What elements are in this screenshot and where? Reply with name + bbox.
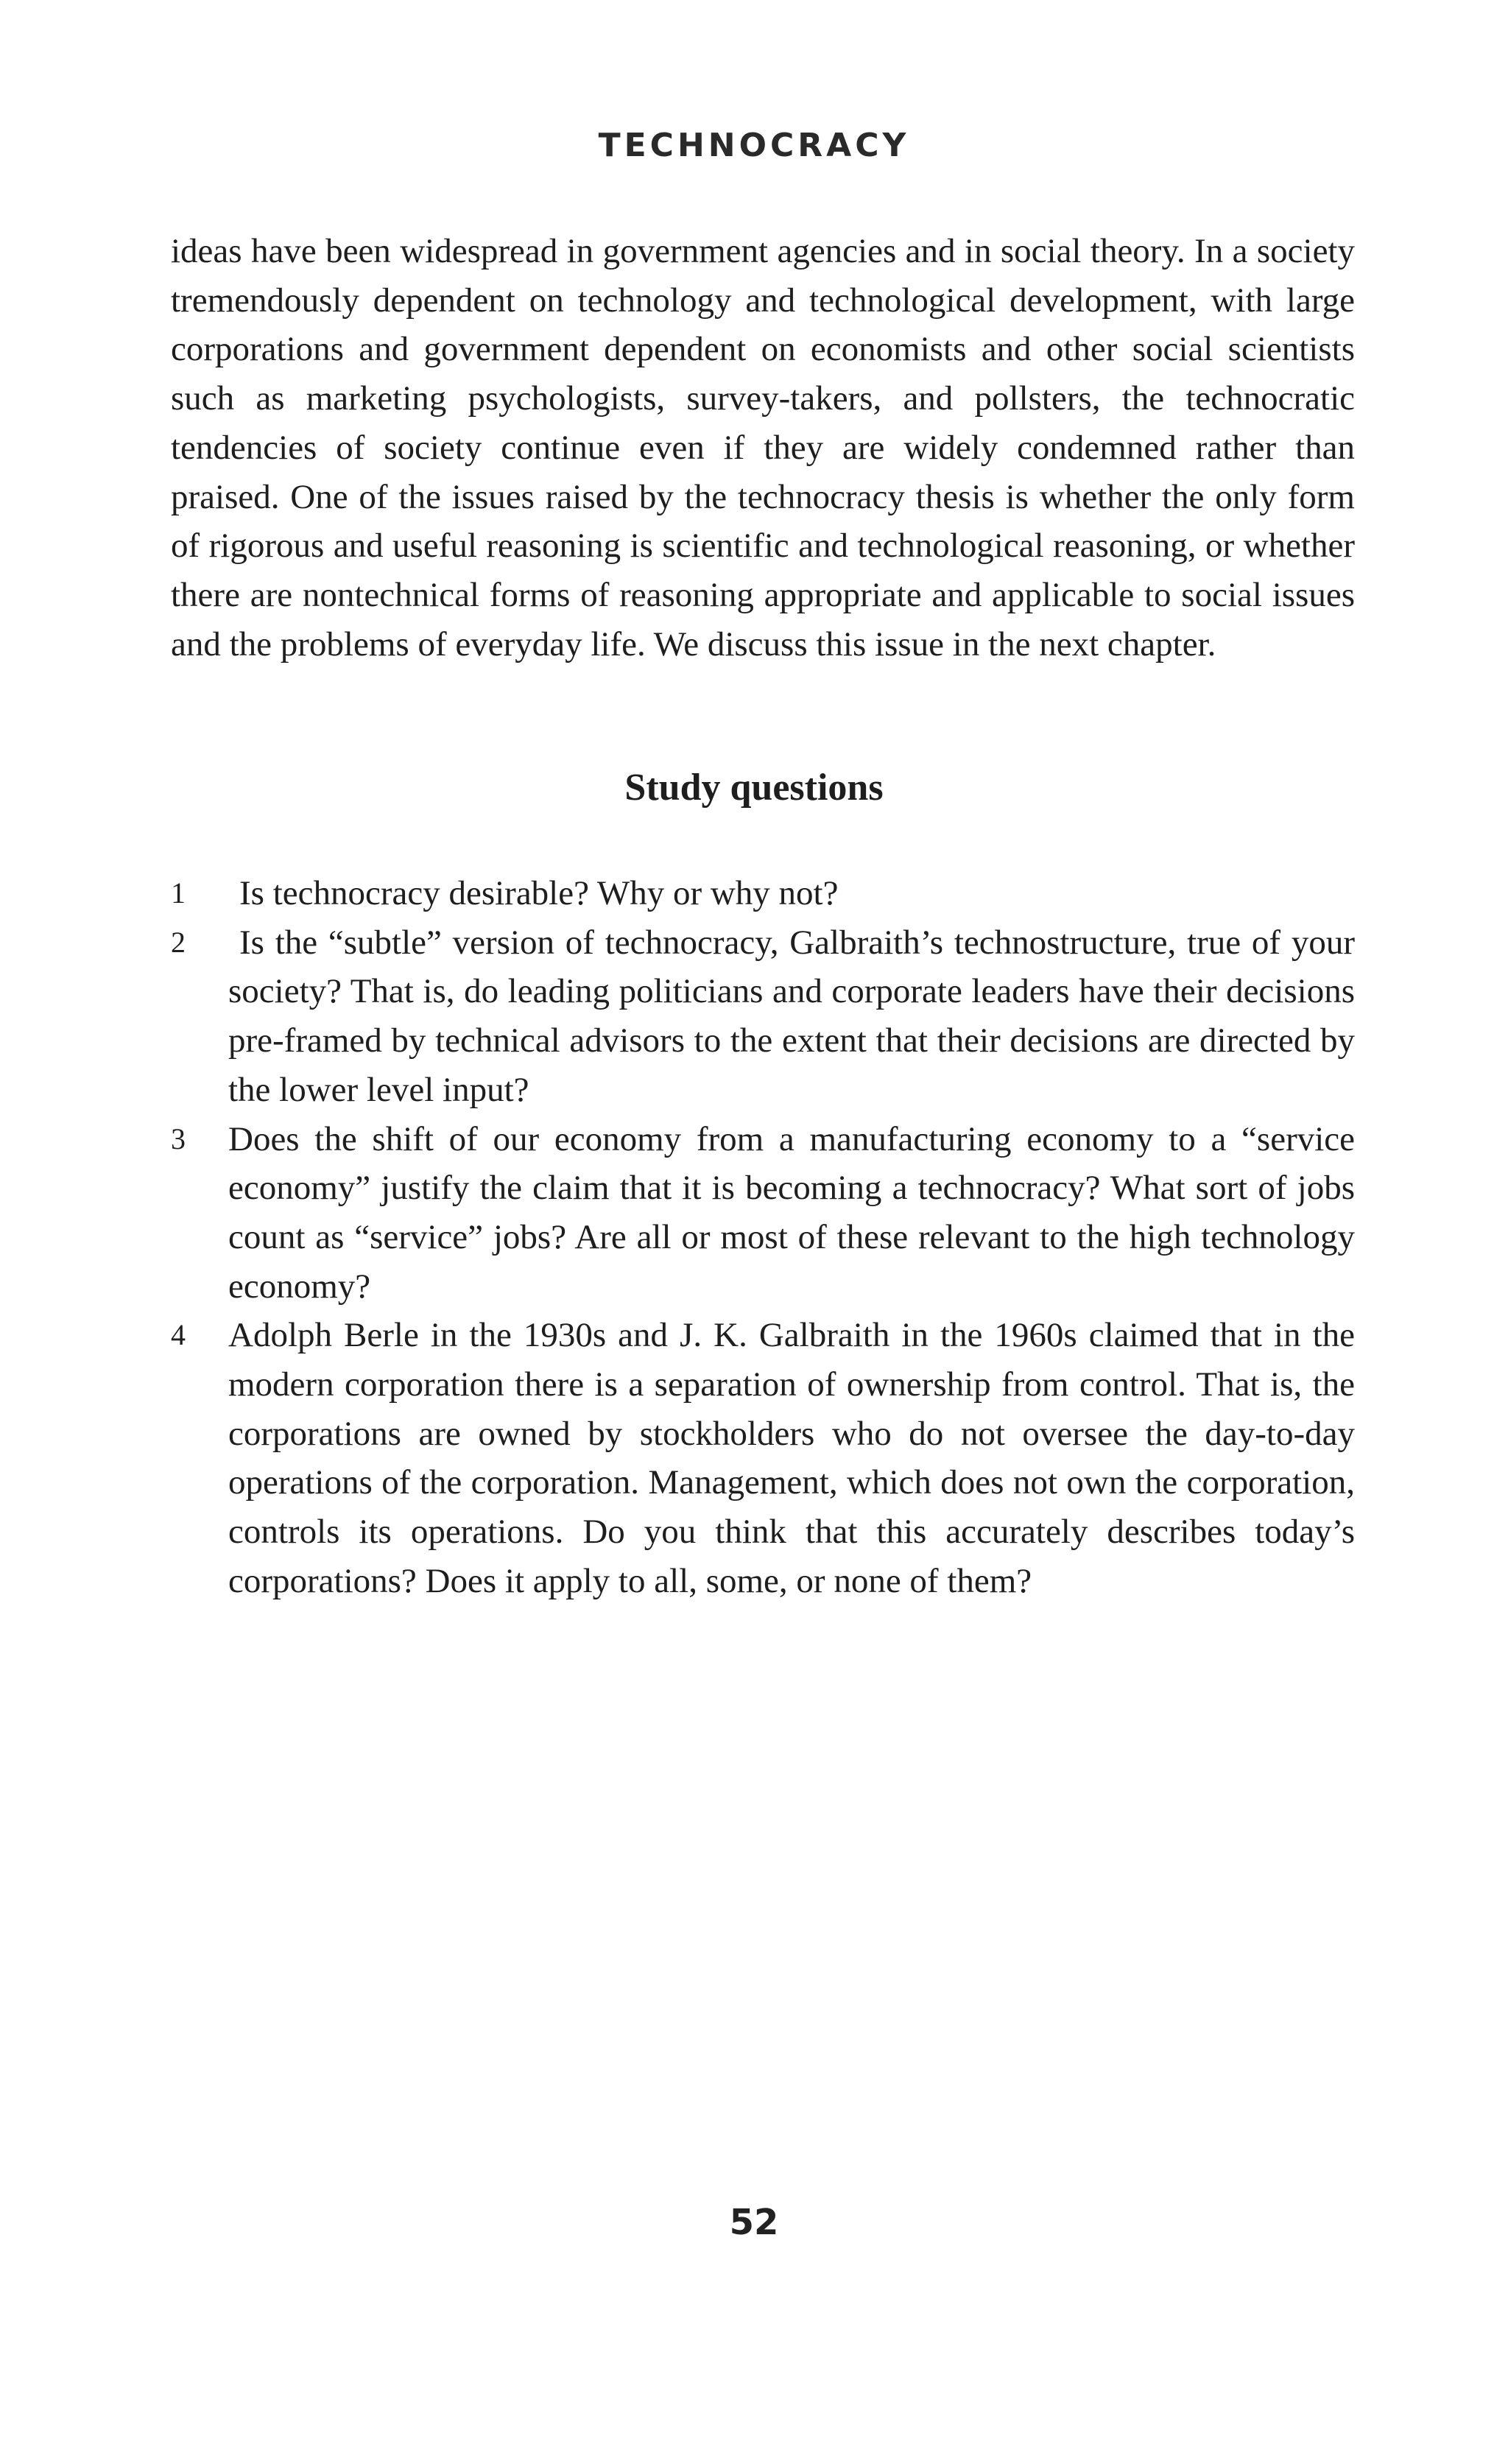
- study-questions-list: [171, 869, 1355, 1606]
- section-heading: Study questions: [624, 767, 884, 809]
- question-item: [171, 869, 1355, 918]
- question-text: Is technocracy desirable? Why or why not?: [239, 874, 839, 912]
- page-number: 52: [729, 2202, 779, 2243]
- running-head: TECHNOCRACY: [598, 127, 910, 164]
- question-item: [171, 1311, 1355, 1605]
- question-item: [171, 918, 1355, 1115]
- body-paragraph: ideas have been widespread in government agencies and in social theory. In a society tremendously dependent on technology and technological development, with large corporations and government dependent on economists and other social scientists such as marketing psychologists, survey-takers, and pollsters, the technocratic tendencies of society continue even if they are widely condemned rather than praised. One of the issues raised by the technocracy thesis is whether the only form of rigorous and useful reasoning is scientific and technological reasoning, or whether there are nontechnical forms of reasoning appropriate and applicable to social issues and the problems of everyday life. We discuss this issue in the next chapter.: [171, 232, 1355, 663]
- question-number: 1: [171, 876, 186, 909]
- question-text: Is the “subtle” version of technocracy, Galbraith’s technostructure, true of your society? That is, do leading politicians and corporate leaders have their decisions pre-framed by technical advisors to the extent that their decisions are directed by the lower level input?: [228, 923, 1355, 1109]
- question-text: Adolph Berle in the 1930s and J. K. Galbraith in the 1960s claimed that in the modern corporation there is a separation of ownership from control. That is, the corporations are owned by stockholders who do not oversee the day-to-day operations of the corporation. Management, which does not own the corporation, controls its operations. Do you think that this accurately describes today’s corporations? Does it apply to all, some, or none of them?: [228, 1316, 1355, 1600]
- question-text: Does the shift of our economy from a manufacturing economy to a “service economy” justify the claim that it is becoming a technocracy? What sort of jobs count as “service” jobs? Are all or most of these relevant to the high technology economy?: [228, 1119, 1355, 1306]
- question-number: 3: [171, 1122, 186, 1155]
- question-item: [171, 1115, 1355, 1312]
- question-number: 4: [171, 1318, 186, 1352]
- question-number: 2: [171, 925, 186, 959]
